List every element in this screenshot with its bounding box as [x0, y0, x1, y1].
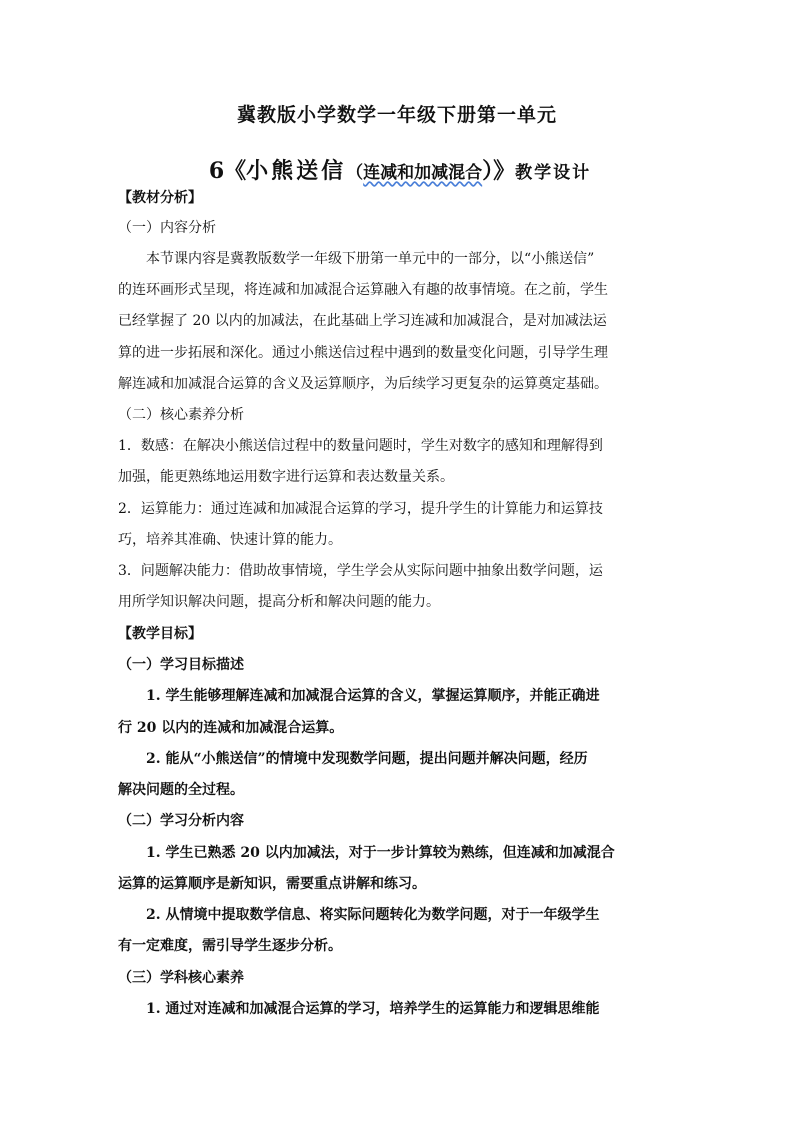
section-heading-goals: 【教学目标】 [118, 626, 202, 642]
subheading-analysis: （二）学习分析内容 [118, 813, 244, 829]
lesson-number: 6《 [208, 158, 247, 184]
subheading-objectives: （一）学习目标描述 [118, 657, 244, 673]
list-item: 1. 通过对连减和加减混合运算的学习，培养学生的运算能力和逻辑思维能 [146, 1001, 600, 1017]
paragraph-line: 本节课内容是冀教版数学一年级下册第一单元中的一部分，以“小熊送信” [146, 251, 595, 267]
list-item: 1．数感：在解决小熊送信过程中的数量问题时，学生对数字的感知和理解得到 [118, 438, 603, 454]
list-item: 2．运算能力：通过连减和加减混合运算的学习，提升学生的计算能力和运算技 [118, 501, 603, 517]
list-item-cont: 加强，能更熟练地运用数字进行运算和表达数量关系。 [118, 469, 454, 485]
list-item-cont: 用所学知识解决问题，提高分析和解决问题的能力。 [118, 594, 440, 610]
lesson-title [120, 154, 680, 185]
paragraph-line: 算的进一步拓展和深化。通过小熊送信过程中遇到的数量变化问题，引导学生理 [118, 345, 608, 361]
list-item: 1. 学生已熟悉 20 以内加减法，对于一步计算较为熟练，但连减和加减混合 [146, 845, 615, 861]
list-item: 2. 从情境中提取数学信息、将实际问题转化为数学问题，对于一年级学生 [146, 907, 600, 923]
subheading-literacy: （二）核心素养分析 [118, 407, 244, 423]
paragraph-line: 解连减和加减混合运算的含义及运算顺序，为后续学习更复杂的运算奠定基础。 [118, 376, 608, 392]
list-item: 3．问题解决能力：借助故事情境，学生学会从实际问题中抽象出数学问题，运 [118, 563, 603, 579]
section-heading-material: 【教材分析】 [118, 190, 202, 206]
list-item: 1. 学生能够理解连减和加减混合运算的含义，掌握运算顺序，并能正确进 [146, 688, 600, 704]
paragraph-line: 的连环画形式呈现，将连减和加减混合运算融入有趣的故事情境。在之前，学生 [118, 282, 608, 298]
list-item: 2. 能从“小熊送信”的情境中发现数学问题，提出问题并解决问题，经历 [146, 751, 588, 767]
list-item-cont: 有一定难度，需引导学生逐步分析。 [118, 938, 342, 954]
paren-open: （ [346, 163, 364, 183]
list-item-cont: 行 20 以内的连减和加减混合运算。 [118, 720, 344, 736]
lesson-topic: 连减和加减混合 [363, 163, 483, 183]
lesson-name: 小熊送信 [246, 158, 347, 184]
document-title: 冀教版小学数学一年级下册第一单元 [236, 104, 557, 126]
subheading-core-literacy: （三）学科核心素养 [118, 970, 244, 986]
subheading-content: （一）内容分析 [118, 220, 216, 236]
paren-close: ）》 [482, 158, 516, 184]
list-item-cont: 解决问题的全过程。 [118, 782, 244, 798]
list-item-cont: 运算的运算顺序是新知识，需要重点讲解和练习。 [118, 876, 426, 892]
lesson-title-tail: 教学设计 [515, 163, 592, 183]
paragraph-line: 已经掌握了 20 以内的加减法，在此基础上学习连减和加减混合，是对加减法运 [118, 313, 607, 329]
list-item-cont: 巧，培养其准确、快速计算的能力。 [118, 532, 342, 548]
